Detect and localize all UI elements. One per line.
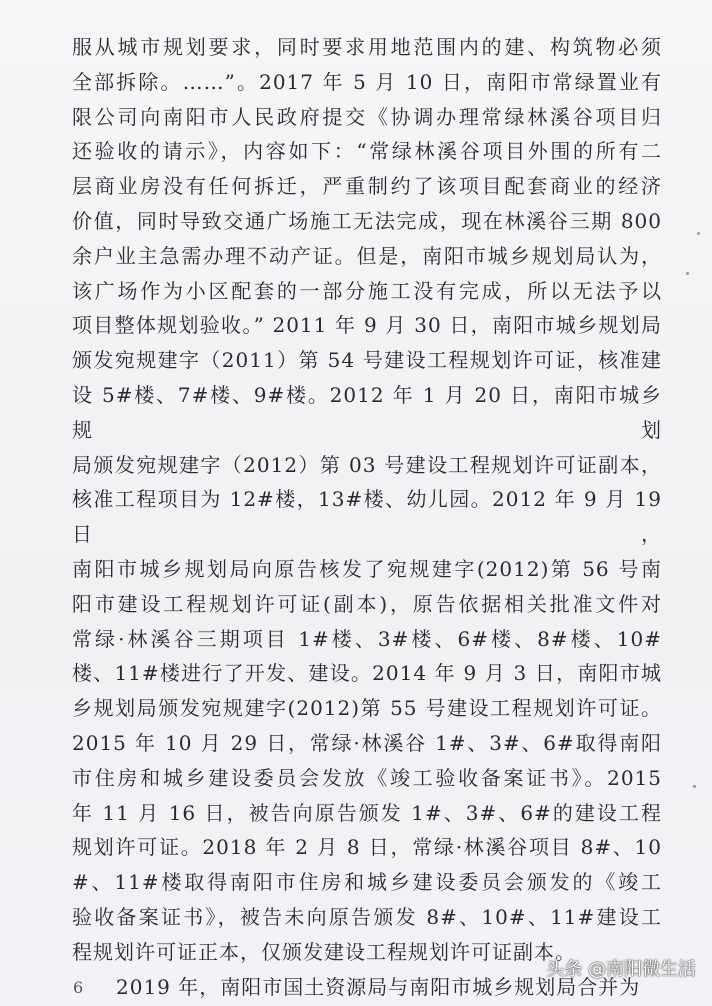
text-line: 验收备案证书》，被告未向原告颁发 8#、10#、11#建设工 xyxy=(72,904,662,929)
text-line: 局颁发宛规建字（2012）第 03 号建设工程规划许可证副本， xyxy=(72,452,662,477)
text-line: 该广场作为小区配套的一部分施工没有完成，所以无法予以 xyxy=(72,278,662,303)
scan-speck xyxy=(686,272,689,275)
text-line: 服从城市规划要求，同时要求用地范围内的建、构筑物必须 xyxy=(72,35,662,59)
text-line: #、11#楼取得南阳市住房和城乡建设委员会颁发的《竣工 xyxy=(72,870,662,895)
watermark: 头条 @南阳微生活 xyxy=(546,959,696,980)
text-line: 规划许可证。2018 年 2 月 8 日，常绿·林溪谷项目 8#、10 xyxy=(72,835,662,860)
text-line: 层商业房没有任何拆迁，严重制约了该项目配套商业的经济 xyxy=(72,174,662,199)
text-line: 程规划许可证正本，仅颁发建设工程规划许可证副本。 xyxy=(72,939,576,964)
scan-speck xyxy=(693,785,696,788)
text-line: 颁发宛规建字（2011）第 54 号建设工程规划许可证，核准建 xyxy=(72,348,662,373)
text-line: 价值，同时导致交通广场施工无法完成，现在林溪谷三期 800 xyxy=(72,208,662,233)
text-line: 限公司向南阳市人民政府提交《协调办理常绿林溪谷项目归 xyxy=(72,104,662,129)
text-line: 年 11 月 16 日，被告向原告颁发 1#、3#、6#的建设工程 xyxy=(72,800,662,825)
scan-speck xyxy=(697,232,700,235)
text-line: 全部拆除。……”。2017 年 5 月 10 日，南阳市常绿置业有 xyxy=(72,69,662,94)
text-line: 余户业主急需办理不动产证。但是，南阳市城乡规划局认为， xyxy=(72,243,662,268)
text-line: 乡规划局颁发宛规建字(2012)第 55 号建设工程规划许可证。 xyxy=(72,696,662,721)
text-line: 核准工程项目为 12#楼，13#楼、幼儿园。2012 年 9 月 19 日， xyxy=(72,487,662,547)
text-line: 还验收的请示》，内容如下：“常绿林溪谷项目外围的所有二 xyxy=(72,139,662,164)
text-line: 常绿·林溪谷三期项目 1#楼、3#楼、6#楼、8#楼、10# xyxy=(72,626,662,651)
text-line: 市住房和城乡建设委员会发放《竣工验收备案证书》。2015 xyxy=(72,765,662,790)
text-line: 设 5#楼、7#楼、9#楼。2012 年 1 月 20 日，南阳市城乡规划 xyxy=(72,382,662,442)
text-line: 2019 年，南阳市国土资源局与南阳市城乡规划局合并为 xyxy=(116,974,641,999)
text-line: 南阳市城乡规划局向原告核发了宛规建字(2012)第 56 号南 xyxy=(72,556,662,581)
body-text xyxy=(72,30,662,1004)
text-line: 项目整体规划验收。” 2011 年 9 月 30 日，南阳市城乡规划局 xyxy=(72,313,662,338)
page-number: 6 xyxy=(73,978,84,997)
text-line: 阳市建设工程规划许可证(副本)，原告依据相关批准文件对 xyxy=(72,591,662,616)
text-line: 2015 年 10 月 29 日，常绿·林溪谷 1#、3#、6#取得南阳 xyxy=(72,730,662,755)
text-line: 楼、11#楼进行了开发、建设。2014 年 9 月 3 日，南阳市城 xyxy=(72,661,662,686)
